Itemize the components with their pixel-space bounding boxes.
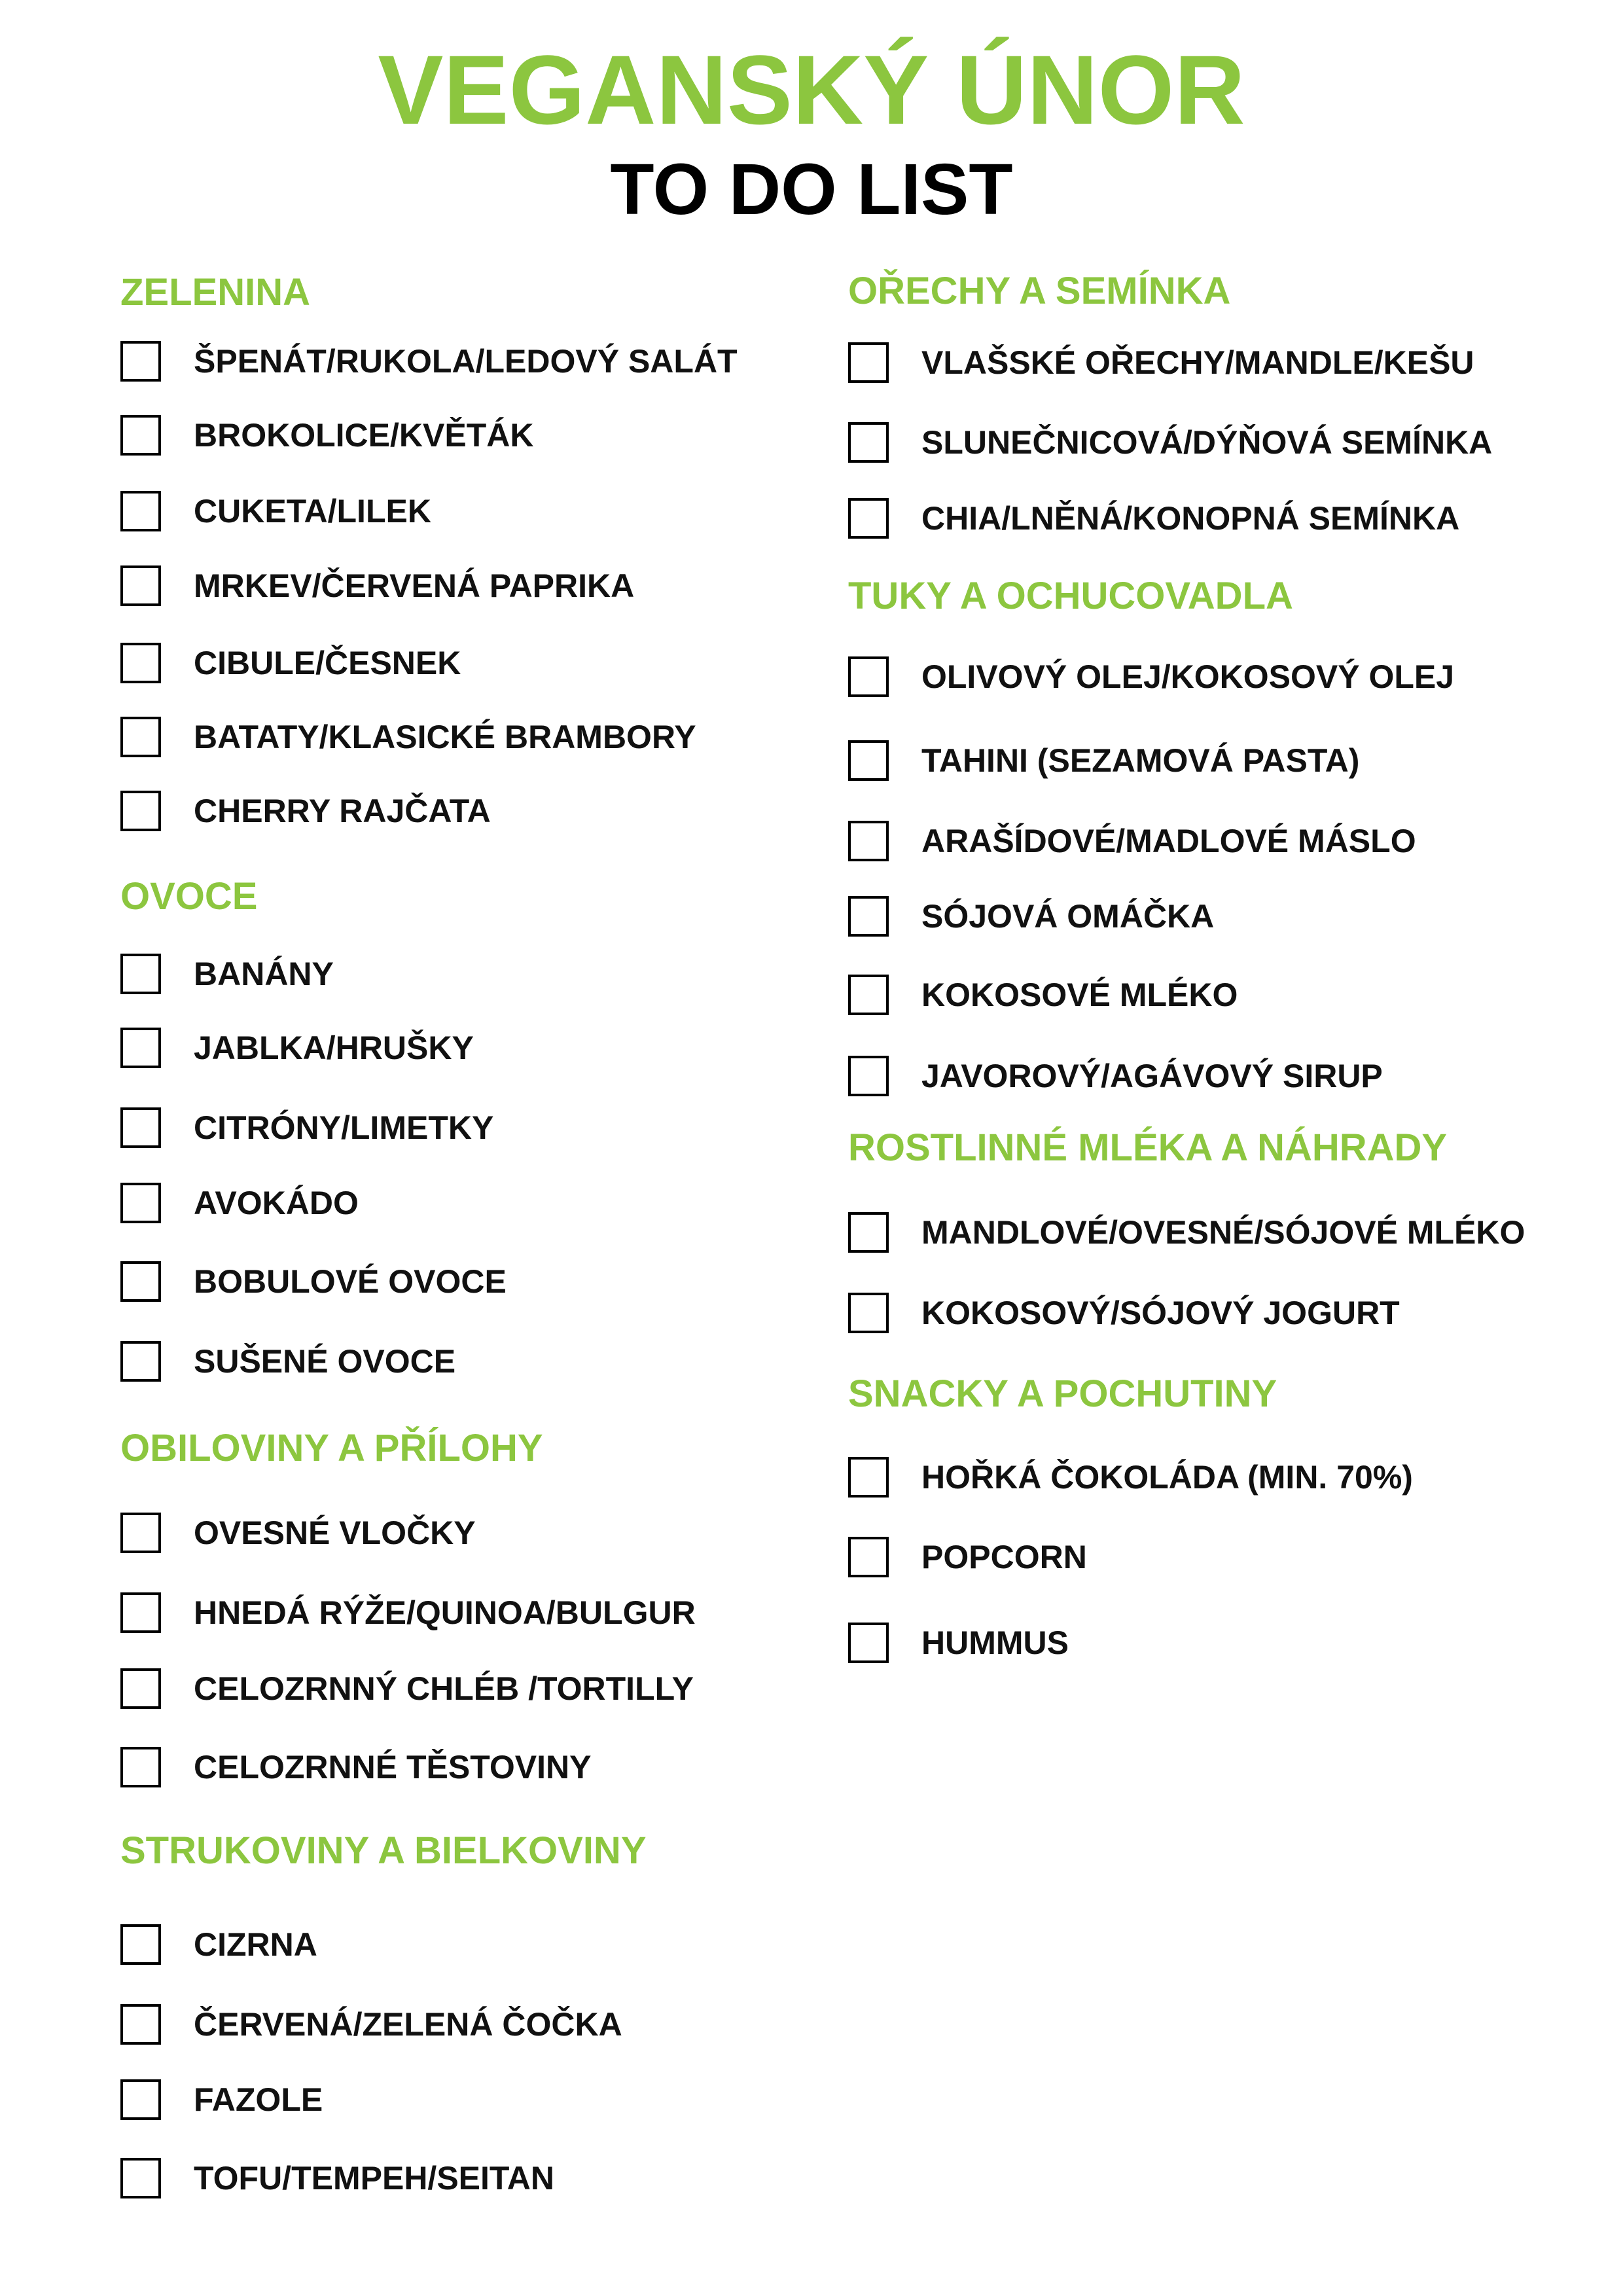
checkbox-empty-icon[interactable] — [120, 341, 161, 382]
section-title-tuky: TUKY A OCHUCOVADLA — [848, 575, 1293, 617]
checkbox-empty-icon[interactable] — [120, 791, 161, 831]
item-label: CELOZRNNÉ TĚSTOVINY — [194, 1749, 592, 1785]
item-label: JAVOROVÝ/AGÁVOVÝ SIRUP — [921, 1058, 1383, 1094]
section-title-orechy: OŘECHY A SEMÍNKA — [848, 270, 1231, 312]
section-title-mleka: ROSTLINNÉ MLÉKA A NÁHRADY — [848, 1126, 1448, 1169]
checkbox-empty-icon[interactable] — [120, 1261, 161, 1302]
checkbox-empty-icon[interactable] — [848, 422, 889, 463]
section-title-obiloviny: OBILOVINY A PŘÍLOHY — [120, 1427, 543, 1469]
item-label: CHERRY RAJČATA — [194, 793, 491, 829]
section-title-ovoce: OVOCE — [120, 875, 258, 918]
checkbox-empty-icon[interactable] — [848, 498, 889, 539]
checkbox-empty-icon[interactable] — [848, 740, 889, 781]
section-title-zelenina: ZELENINA — [120, 271, 310, 314]
checkbox-empty-icon[interactable] — [120, 717, 161, 757]
checkbox-empty-icon[interactable] — [120, 565, 161, 606]
list-item — [120, 488, 431, 534]
list-item — [120, 1922, 317, 1967]
list-item — [120, 2001, 622, 2047]
checkbox-empty-icon[interactable] — [848, 1537, 889, 1577]
checkbox-empty-icon[interactable] — [120, 2004, 161, 2045]
item-label: BROKOLICE/KVĚTÁK — [194, 417, 534, 454]
item-label: TAHINI (SEZAMOVÁ PASTA) — [921, 742, 1360, 779]
list-item — [120, 951, 334, 997]
list-item — [120, 714, 696, 760]
item-label: SLUNEČNICOVÁ/DÝŇOVÁ SEMÍNKA — [921, 424, 1493, 461]
checkbox-empty-icon[interactable] — [848, 656, 889, 697]
checkbox-empty-icon[interactable] — [120, 1341, 161, 1382]
item-label: KOKOSOVÉ MLÉKO — [921, 977, 1238, 1013]
list-item — [848, 1620, 1069, 1666]
item-label: CUKETA/LILEK — [194, 493, 431, 529]
list-item — [120, 1590, 696, 1636]
checkbox-empty-icon[interactable] — [848, 821, 889, 861]
item-label: TOFU/TEMPEH/SEITAN — [194, 2160, 554, 2197]
item-label: SUŠENÉ OVOCE — [194, 1343, 456, 1380]
checkbox-empty-icon[interactable] — [120, 491, 161, 531]
item-label: CELOZRNNÝ CHLÉB /TORTILLY — [194, 1670, 694, 1707]
list-item — [848, 1290, 1400, 1336]
item-label: ČERVENÁ/ZELENÁ ČOČKA — [194, 2006, 622, 2043]
checkbox-empty-icon[interactable] — [848, 1457, 889, 1498]
checkbox-empty-icon[interactable] — [120, 1668, 161, 1709]
section-title-snacky: SNACKY A POCHUTINY — [848, 1372, 1277, 1415]
checkbox-empty-icon[interactable] — [848, 896, 889, 937]
checkbox-empty-icon[interactable] — [120, 1513, 161, 1553]
list-item — [120, 1259, 507, 1304]
page-title: VEGANSKÝ ÚNOR — [378, 35, 1245, 145]
list-item — [848, 340, 1474, 386]
checkbox-empty-icon[interactable] — [848, 342, 889, 383]
item-label: JABLKA/HRUŠKY — [194, 1030, 474, 1066]
checkbox-empty-icon[interactable] — [848, 975, 889, 1015]
item-label: OVESNÉ VLOČKY — [194, 1515, 476, 1551]
item-label: ARAŠÍDOVÉ/MADLOVÉ MÁSLO — [921, 823, 1416, 859]
list-item — [848, 495, 1459, 541]
item-label: CITRÓNY/LIMETKY — [194, 1109, 494, 1146]
checkbox-empty-icon[interactable] — [120, 1924, 161, 1965]
item-label: HNEDÁ RÝŽE/QUINOA/BULGUR — [194, 1594, 696, 1631]
item-label: POPCORN — [921, 1539, 1087, 1575]
item-label: BATATY/KLASICKÉ BRAMBORY — [194, 719, 696, 755]
list-item — [120, 1666, 694, 1712]
item-label: OLIVOVÝ OLEJ/KOKOSOVÝ OLEJ — [921, 658, 1455, 695]
checkbox-empty-icon[interactable] — [848, 1293, 889, 1333]
list-item — [120, 1510, 476, 1556]
checkbox-empty-icon[interactable] — [120, 1028, 161, 1068]
checkbox-empty-icon[interactable] — [848, 1623, 889, 1663]
list-item — [120, 1338, 455, 1384]
item-label: FAZOLE — [194, 2081, 323, 2118]
page-subtitle: TO DO LIST — [610, 149, 1013, 230]
checkbox-empty-icon[interactable] — [848, 1056, 889, 1096]
item-label: KOKOSOVÝ/SÓJOVÝ JOGURT — [921, 1295, 1400, 1331]
item-label: MRKEV/ČERVENÁ PAPRIKA — [194, 567, 635, 604]
item-label: BOBULOVÉ OVOCE — [194, 1263, 507, 1300]
checkbox-empty-icon[interactable] — [120, 1107, 161, 1148]
list-item — [120, 338, 738, 384]
checkbox-empty-icon[interactable] — [120, 2158, 161, 2198]
item-label: AVOKÁDO — [194, 1185, 359, 1221]
item-label: CIZRNA — [194, 1926, 317, 1963]
list-item — [848, 893, 1214, 939]
list-item — [120, 1180, 359, 1226]
list-item — [848, 1534, 1087, 1580]
checkbox-empty-icon[interactable] — [848, 1212, 889, 1253]
list-item — [120, 788, 491, 834]
checkbox-empty-icon[interactable] — [120, 2079, 161, 2120]
list-item — [120, 1105, 493, 1151]
list-item — [120, 640, 461, 686]
item-label: VLAŠSKÉ OŘECHY/MANDLE/KEŠU — [921, 344, 1474, 381]
item-label: BANÁNY — [194, 956, 334, 992]
checkbox-empty-icon[interactable] — [120, 1592, 161, 1633]
list-item — [120, 563, 634, 609]
section-title-strukoviny: STRUKOVINY A BIELKOVINY — [120, 1829, 647, 1872]
list-item — [848, 654, 1454, 700]
list-item — [848, 818, 1416, 864]
item-label: SÓJOVÁ OMÁČKA — [921, 898, 1215, 935]
list-item — [848, 738, 1359, 783]
checkbox-empty-icon[interactable] — [120, 643, 161, 683]
checkbox-empty-icon[interactable] — [120, 1183, 161, 1223]
list-item — [120, 412, 533, 458]
list-item — [120, 1025, 474, 1071]
item-label: HOŘKÁ ČOKOLÁDA (MIN. 70%) — [921, 1459, 1413, 1496]
list-item — [120, 2155, 554, 2201]
list-item — [120, 1744, 591, 1790]
checkbox-empty-icon[interactable] — [120, 1747, 161, 1787]
checkbox-empty-icon[interactable] — [120, 415, 161, 456]
item-label: MANDLOVÉ/OVESNÉ/SÓJOVÉ MLÉKO — [921, 1214, 1525, 1251]
list-item — [120, 2077, 323, 2123]
item-label: HUMMUS — [921, 1624, 1069, 1661]
item-label: CHIA/LNĚNÁ/KONOPNÁ SEMÍNKA — [921, 500, 1460, 537]
list-item — [848, 1210, 1525, 1255]
checkbox-empty-icon[interactable] — [120, 954, 161, 994]
list-item — [848, 420, 1492, 465]
item-label: ŠPENÁT/RUKOLA/LEDOVÝ SALÁT — [194, 343, 738, 380]
list-item — [848, 972, 1238, 1018]
list-item — [848, 1454, 1413, 1500]
item-label: CIBULE/ČESNEK — [194, 645, 461, 681]
list-item — [848, 1053, 1383, 1099]
